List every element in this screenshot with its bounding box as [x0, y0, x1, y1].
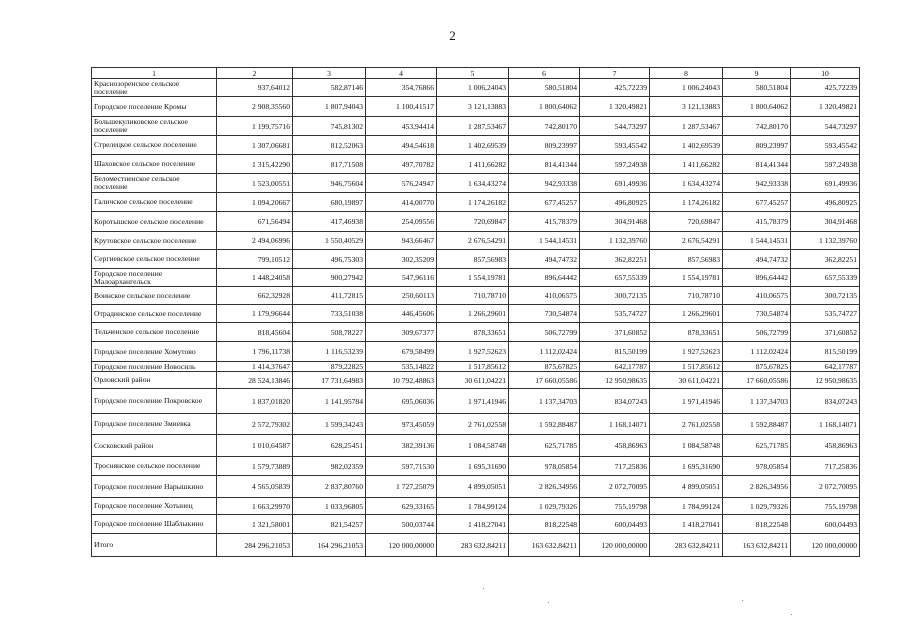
amount-cell: 1 517,85612 — [650, 362, 723, 372]
amount-cell: 1 634,43274 — [650, 174, 723, 193]
amount-cell: 2 837,80760 — [293, 476, 366, 498]
amount-cell: 1 287,53467 — [437, 117, 509, 136]
column-header: 2 — [217, 68, 293, 79]
amount-cell: 254,09556 — [366, 212, 437, 232]
amount-cell: 593,45542 — [580, 136, 650, 155]
table-row — [92, 79, 860, 97]
amount-cell: 371,60852 — [791, 323, 860, 342]
settlement-name: Большекуликовское сельское поселение — [92, 117, 217, 136]
column-header: 7 — [580, 68, 650, 79]
amount-cell: 733,51038 — [293, 305, 366, 323]
settlement-name: Краснозоренское сельское поселение — [92, 79, 217, 97]
settlement-name: Итого — [92, 534, 217, 557]
amount-cell: 1 174,26182 — [650, 193, 723, 212]
table-row — [92, 305, 860, 323]
amount-cell: 657,55339 — [580, 269, 650, 287]
amount-cell: 834,07243 — [580, 389, 650, 414]
settlement-name: Сосковский район — [92, 435, 217, 457]
amount-cell: 547,96116 — [366, 269, 437, 287]
amount-cell: 382,39136 — [366, 435, 437, 457]
amount-cell: 597,24938 — [580, 155, 650, 174]
amount-cell: 812,52063 — [293, 136, 366, 155]
amount-cell: 691,49936 — [580, 174, 650, 193]
amount-cell: 425,72239 — [580, 79, 650, 97]
settlement-name: Городское поселение Покровское — [92, 389, 217, 414]
table-row — [92, 287, 860, 305]
amount-cell: 163 632,84211 — [723, 534, 791, 557]
amount-cell: 415,78379 — [509, 212, 580, 232]
amount-cell: 1 727,25079 — [366, 476, 437, 498]
settlement-name: Тельченское сельское поселение — [92, 323, 217, 342]
settlement-name: Городское поселение Шаблыкино — [92, 515, 217, 534]
amount-cell: 120 000,00000 — [366, 534, 437, 557]
amount-cell: 878,33651 — [650, 323, 723, 342]
amount-cell: 1 402,69539 — [650, 136, 723, 155]
settlement-name: Коротышское сельское поселение — [92, 212, 217, 232]
settlement-name: Городское поселение Хотынец — [92, 498, 217, 515]
amount-cell: 1 554,19781 — [650, 269, 723, 287]
scan-speck — [791, 614, 792, 615]
amount-cell: 4 565,05839 — [217, 476, 293, 498]
amount-cell: 943,66467 — [366, 232, 437, 250]
settlement-name: Городское поселение Малоархангельск — [92, 269, 217, 287]
amount-cell: 730,54874 — [723, 305, 791, 323]
scan-speck — [483, 588, 484, 589]
amount-cell: 677,45257 — [723, 193, 791, 212]
column-header: 3 — [293, 68, 366, 79]
settlement-name: Городское поселение Змиевка — [92, 414, 217, 435]
page-number: 2 — [449, 28, 456, 43]
amount-cell: 410,06575 — [723, 287, 791, 305]
settlement-name: Городское поселение Хомутово — [92, 342, 217, 362]
amount-cell: 17 660,05586 — [723, 372, 791, 389]
table-row — [92, 414, 860, 435]
amount-cell: 1 800,64062 — [509, 97, 580, 117]
amount-cell: 1 695,31690 — [437, 457, 509, 476]
amount-cell: 946,75604 — [293, 174, 366, 193]
amount-cell: 857,56983 — [437, 250, 509, 269]
amount-cell: 720,69847 — [650, 212, 723, 232]
amount-cell: 875,67825 — [509, 362, 580, 372]
amount-cell: 4 899,05051 — [437, 476, 509, 498]
settlement-name: Стрелецкое сельское поселение — [92, 136, 217, 155]
amount-cell: 755,19798 — [580, 498, 650, 515]
amount-cell: 814,41344 — [509, 155, 580, 174]
amount-cell: 1 006,24043 — [650, 79, 723, 97]
table-row — [92, 457, 860, 476]
amount-cell: 629,33165 — [366, 498, 437, 515]
amount-cell: 1 010,64587 — [217, 435, 293, 457]
amount-cell: 973,45059 — [366, 414, 437, 435]
amount-cell: 710,78710 — [437, 287, 509, 305]
amount-cell: 2 494,06996 — [217, 232, 293, 250]
table-row — [92, 476, 860, 498]
amount-cell: 1 784,99124 — [650, 498, 723, 515]
amount-cell: 17 660,05586 — [509, 372, 580, 389]
amount-cell: 494,74732 — [509, 250, 580, 269]
amount-cell: 4 899,05051 — [650, 476, 723, 498]
amount-cell: 1 084,58748 — [437, 435, 509, 457]
total-row — [92, 534, 860, 557]
amount-cell: 3 121,13883 — [650, 97, 723, 117]
amount-cell: 1 411,66282 — [437, 155, 509, 174]
amount-cell: 600,04493 — [580, 515, 650, 534]
amount-cell: 982,02359 — [293, 457, 366, 476]
amount-cell: 580,51804 — [723, 79, 791, 97]
amount-cell: 544,73297 — [791, 117, 860, 136]
amount-cell: 1 168,14071 — [580, 414, 650, 435]
amount-cell: 1 029,79326 — [509, 498, 580, 515]
amount-cell: 642,17787 — [791, 362, 860, 372]
amount-cell: 1 402,69539 — [437, 136, 509, 155]
budget-table — [91, 67, 860, 557]
amount-cell: 679,58499 — [366, 342, 437, 362]
amount-cell: 1 006,24043 — [437, 79, 509, 97]
settlement-name: Крутовское сельское поселение — [92, 232, 217, 250]
amount-cell: 1 320,49821 — [791, 97, 860, 117]
amount-cell: 657,55339 — [791, 269, 860, 287]
table-row — [92, 362, 860, 372]
amount-cell: 896,64442 — [723, 269, 791, 287]
amount-cell: 446,45606 — [366, 305, 437, 323]
amount-cell: 120 000,00000 — [580, 534, 650, 557]
amount-cell: 720,69847 — [437, 212, 509, 232]
amount-cell: 815,50199 — [580, 342, 650, 362]
amount-cell: 535,74727 — [580, 305, 650, 323]
table-row — [92, 515, 860, 534]
table-row — [92, 193, 860, 212]
amount-cell: 1 554,19781 — [437, 269, 509, 287]
table-row — [92, 498, 860, 515]
amount-cell: 1 544,14531 — [723, 232, 791, 250]
amount-cell: 250,60113 — [366, 287, 437, 305]
settlement-name: Галичское сельское поселение — [92, 193, 217, 212]
column-header: 9 — [723, 68, 791, 79]
settlement-name: Городское поселение Кромы — [92, 97, 217, 117]
amount-cell: 1 418,27041 — [437, 515, 509, 534]
table-row — [92, 174, 860, 193]
scan-speck — [548, 602, 549, 603]
amount-cell: 809,23997 — [509, 136, 580, 155]
settlement-name: Воинское сельское поселение — [92, 287, 217, 305]
amount-cell: 691,49936 — [791, 174, 860, 193]
amount-cell: 815,50199 — [791, 342, 860, 362]
amount-cell: 1 179,96644 — [217, 305, 293, 323]
table-row — [92, 435, 860, 457]
amount-cell: 875,67825 — [723, 362, 791, 372]
amount-cell: 1 784,99124 — [437, 498, 509, 515]
amount-cell: 10 792,48863 — [366, 372, 437, 389]
amount-cell: 1 116,53239 — [293, 342, 366, 362]
amount-cell: 671,56494 — [217, 212, 293, 232]
amount-cell: 2 676,54291 — [437, 232, 509, 250]
settlement-name: Городское поселение Новосиль — [92, 362, 217, 372]
column-header: 4 — [366, 68, 437, 79]
table-row — [92, 372, 860, 389]
amount-cell: 362,82251 — [791, 250, 860, 269]
amount-cell: 1 307,06681 — [217, 136, 293, 155]
amount-cell: 580,51804 — [509, 79, 580, 97]
amount-cell: 1 112,02424 — [509, 342, 580, 362]
amount-cell: 1 137,34703 — [723, 389, 791, 414]
amount-cell: 710,78710 — [650, 287, 723, 305]
amount-cell: 1 029,79326 — [723, 498, 791, 515]
amount-cell: 695,06036 — [366, 389, 437, 414]
amount-cell: 1 517,85612 — [437, 362, 509, 372]
amount-cell: 1 927,52623 — [437, 342, 509, 362]
amount-cell: 415,78379 — [723, 212, 791, 232]
amount-cell: 1 094,20667 — [217, 193, 293, 212]
settlement-name: Троснянское сельское поселение — [92, 457, 217, 476]
table-row — [92, 342, 860, 362]
amount-cell: 576,24947 — [366, 174, 437, 193]
amount-cell: 1 695,31690 — [650, 457, 723, 476]
amount-cell: 1 592,88487 — [723, 414, 791, 435]
amount-cell: 3 121,13883 — [437, 97, 509, 117]
amount-cell: 742,80170 — [509, 117, 580, 136]
amount-cell: 300,72135 — [580, 287, 650, 305]
amount-cell: 2 072,70095 — [791, 476, 860, 498]
amount-cell: 1 837,01820 — [217, 389, 293, 414]
amount-cell: 1 599,34243 — [293, 414, 366, 435]
table-row — [92, 389, 860, 414]
amount-cell: 597,71530 — [366, 457, 437, 476]
amount-cell: 362,82251 — [580, 250, 650, 269]
amount-cell: 834,07243 — [791, 389, 860, 414]
amount-cell: 978,05854 — [723, 457, 791, 476]
amount-cell: 453,94414 — [366, 117, 437, 136]
amount-cell: 1 100,41517 — [366, 97, 437, 117]
amount-cell: 717,25836 — [791, 457, 860, 476]
amount-cell: 304,91468 — [580, 212, 650, 232]
settlement-name: Беломестненское сельское поселение — [92, 174, 217, 193]
amount-cell: 2 676,54291 — [650, 232, 723, 250]
amount-cell: 1 266,29601 — [437, 305, 509, 323]
amount-cell: 1 132,39760 — [791, 232, 860, 250]
amount-cell: 2 761,02558 — [650, 414, 723, 435]
amount-cell: 284 296,21053 — [217, 534, 293, 557]
amount-cell: 582,87146 — [293, 79, 366, 97]
column-header: 1 — [92, 68, 217, 79]
amount-cell: 535,74727 — [791, 305, 860, 323]
table-row — [92, 117, 860, 136]
amount-cell: 309,67377 — [366, 323, 437, 342]
amount-cell: 745,81302 — [293, 117, 366, 136]
table-row — [92, 212, 860, 232]
amount-cell: 600,04493 — [791, 515, 860, 534]
amount-cell: 2 826,34956 — [509, 476, 580, 498]
amount-cell: 625,71785 — [509, 435, 580, 457]
amount-cell: 496,80925 — [580, 193, 650, 212]
amount-cell: 662,32928 — [217, 287, 293, 305]
table-row — [92, 250, 860, 269]
table-row — [92, 97, 860, 117]
amount-cell: 458,86963 — [580, 435, 650, 457]
amount-cell: 1 634,43274 — [437, 174, 509, 193]
table-row — [92, 136, 860, 155]
amount-cell: 1 199,75716 — [217, 117, 293, 136]
header-row — [92, 68, 860, 79]
amount-cell: 755,19798 — [791, 498, 860, 515]
amount-cell: 818,22548 — [509, 515, 580, 534]
table-row — [92, 155, 860, 174]
amount-cell: 818,22548 — [723, 515, 791, 534]
scan-speck — [742, 600, 743, 601]
amount-cell: 978,05854 — [509, 457, 580, 476]
amount-cell: 354,76866 — [366, 79, 437, 97]
amount-cell: 120 000,00000 — [791, 534, 860, 557]
amount-cell: 814,41344 — [723, 155, 791, 174]
amount-cell: 494,54618 — [366, 136, 437, 155]
column-header: 5 — [437, 68, 509, 79]
amount-cell: 164 296,21053 — [293, 534, 366, 557]
amount-cell: 425,72239 — [791, 79, 860, 97]
amount-cell: 1 033,96805 — [293, 498, 366, 515]
amount-cell: 17 731,64983 — [293, 372, 366, 389]
amount-cell: 506,72799 — [723, 323, 791, 342]
amount-cell: 2 826,34956 — [723, 476, 791, 498]
amount-cell: 1 320,49821 — [580, 97, 650, 117]
amount-cell: 1 321,58001 — [217, 515, 293, 534]
amount-cell: 1 579,73889 — [217, 457, 293, 476]
amount-cell: 302,35209 — [366, 250, 437, 269]
amount-cell: 717,25836 — [580, 457, 650, 476]
amount-cell: 1 971,41946 — [437, 389, 509, 414]
settlement-name: Отрадинское сельское поселение — [92, 305, 217, 323]
amount-cell: 496,80925 — [791, 193, 860, 212]
amount-cell: 494,74732 — [723, 250, 791, 269]
amount-cell: 1 414,37647 — [217, 362, 293, 372]
amount-cell: 163 632,84211 — [509, 534, 580, 557]
amount-cell: 1 971,41946 — [650, 389, 723, 414]
amount-cell: 1 448,24058 — [217, 269, 293, 287]
amount-cell: 857,56983 — [650, 250, 723, 269]
amount-cell: 30 611,04221 — [437, 372, 509, 389]
amount-cell: 642,17787 — [580, 362, 650, 372]
amount-cell: 937,64012 — [217, 79, 293, 97]
amount-cell: 896,64442 — [509, 269, 580, 287]
amount-cell: 458,86963 — [791, 435, 860, 457]
amount-cell: 28 524,13846 — [217, 372, 293, 389]
amount-cell: 1 411,66282 — [650, 155, 723, 174]
amount-cell: 597,24938 — [791, 155, 860, 174]
amount-cell: 496,75303 — [293, 250, 366, 269]
amount-cell: 1 266,29601 — [650, 305, 723, 323]
amount-cell: 677,45257 — [509, 193, 580, 212]
amount-cell: 2 761,02558 — [437, 414, 509, 435]
amount-cell: 544,73297 — [580, 117, 650, 136]
amount-cell: 900,27942 — [293, 269, 366, 287]
amount-cell: 1 927,52623 — [650, 342, 723, 362]
amount-cell: 500,03744 — [366, 515, 437, 534]
amount-cell: 821,54257 — [293, 515, 366, 534]
amount-cell: 508,78227 — [293, 323, 366, 342]
settlement-name: Шаховское сельское поселение — [92, 155, 217, 174]
amount-cell: 300,72135 — [791, 287, 860, 305]
amount-cell: 1 287,53467 — [650, 117, 723, 136]
table-row — [92, 269, 860, 287]
amount-cell: 1 544,14531 — [509, 232, 580, 250]
amount-cell: 12 950,98635 — [580, 372, 650, 389]
amount-cell: 2 572,79302 — [217, 414, 293, 435]
amount-cell: 371,60852 — [580, 323, 650, 342]
amount-cell: 1 132,39760 — [580, 232, 650, 250]
amount-cell: 1 800,64062 — [723, 97, 791, 117]
amount-cell: 1 084,58748 — [650, 435, 723, 457]
amount-cell: 809,23997 — [723, 136, 791, 155]
amount-cell: 2 072,70095 — [580, 476, 650, 498]
settlement-name: Орловский район — [92, 372, 217, 389]
amount-cell: 1 663,29970 — [217, 498, 293, 515]
amount-cell: 2 908,35560 — [217, 97, 293, 117]
settlement-name: Городское поселение Нарышкино — [92, 476, 217, 498]
amount-cell: 625,71785 — [723, 435, 791, 457]
amount-cell: 1 550,40529 — [293, 232, 366, 250]
column-header: 8 — [650, 68, 723, 79]
settlement-name: Сергиевское сельское поселение — [92, 250, 217, 269]
amount-cell: 417,46938 — [293, 212, 366, 232]
amount-cell: 942,93338 — [509, 174, 580, 193]
amount-cell: 1 418,27041 — [650, 515, 723, 534]
amount-cell: 1 168,14071 — [791, 414, 860, 435]
amount-cell: 680,19897 — [293, 193, 366, 212]
amount-cell: 12 950,98635 — [791, 372, 860, 389]
amount-cell: 1 796,11738 — [217, 342, 293, 362]
amount-cell: 1 174,26182 — [437, 193, 509, 212]
amount-cell: 30 611,04221 — [650, 372, 723, 389]
amount-cell: 593,45542 — [791, 136, 860, 155]
amount-cell: 742,80170 — [723, 117, 791, 136]
amount-cell: 818,45604 — [217, 323, 293, 342]
table-row — [92, 323, 860, 342]
amount-cell: 535,14822 — [366, 362, 437, 372]
amount-cell: 1 137,34703 — [509, 389, 580, 414]
table-row — [92, 232, 860, 250]
amount-cell: 497,70782 — [366, 155, 437, 174]
amount-cell: 411,72815 — [293, 287, 366, 305]
amount-cell: 1 592,88487 — [509, 414, 580, 435]
amount-cell: 304,91468 — [791, 212, 860, 232]
amount-cell: 1 807,94043 — [293, 97, 366, 117]
amount-cell: 506,72799 — [509, 323, 580, 342]
amount-cell: 1 112,02424 — [723, 342, 791, 362]
amount-cell: 730,54874 — [509, 305, 580, 323]
amount-cell: 1 523,00551 — [217, 174, 293, 193]
amount-cell: 817,71508 — [293, 155, 366, 174]
amount-cell: 414,00770 — [366, 193, 437, 212]
amount-cell: 942,93338 — [723, 174, 791, 193]
amount-cell: 878,33651 — [437, 323, 509, 342]
amount-cell: 879,22825 — [293, 362, 366, 372]
amount-cell: 628,25451 — [293, 435, 366, 457]
column-header: 10 — [791, 68, 860, 79]
amount-cell: 799,10512 — [217, 250, 293, 269]
amount-cell: 283 632,84211 — [650, 534, 723, 557]
amount-cell: 1 315,42290 — [217, 155, 293, 174]
amount-cell: 1 141,95784 — [293, 389, 366, 414]
amount-cell: 410,06575 — [509, 287, 580, 305]
column-header: 6 — [509, 68, 580, 79]
amount-cell: 283 632,84211 — [437, 534, 509, 557]
